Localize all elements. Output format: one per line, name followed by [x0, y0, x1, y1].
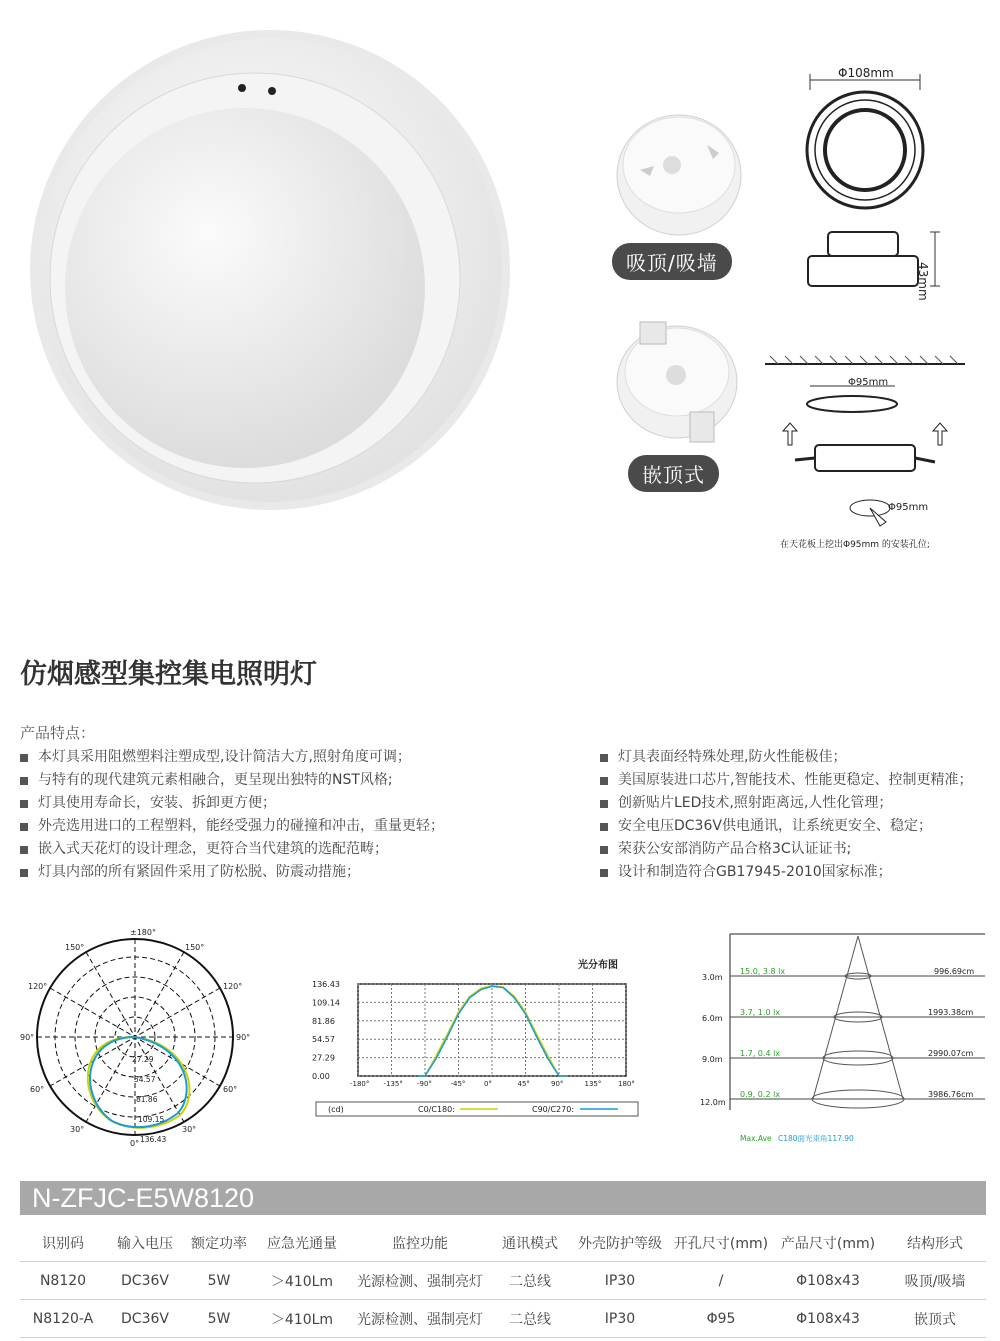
- cone-distance: 9.0m: [702, 1055, 723, 1064]
- cone-distance: 12.0m: [700, 1098, 726, 1107]
- features-right: [600, 746, 972, 884]
- features-heading: 产品特点：: [20, 724, 96, 742]
- table-header-cell: 开孔尺寸(mm): [670, 1224, 772, 1262]
- cone-diameter: 3986.76cm: [928, 1090, 974, 1099]
- polar-angle-label: 150°: [65, 943, 85, 952]
- product-title: 仿烟感型集控集电照明灯: [20, 659, 317, 690]
- cone-distance: 3.0m: [702, 973, 723, 982]
- recessed-base-photo: [610, 320, 745, 445]
- spec-table: [20, 1224, 986, 1338]
- dim-hole: Φ95mm: [888, 502, 929, 513]
- table-cell: DC36V: [106, 1262, 184, 1300]
- y-tick-label: 54.57: [312, 1035, 335, 1045]
- table-cell: Φ108x43: [772, 1262, 884, 1300]
- legend-c90: C90/C270:: [532, 1105, 575, 1114]
- x-tick-label: 90°: [551, 1080, 564, 1088]
- table-cell: 嵌顶式: [884, 1300, 986, 1338]
- polar-angle-label: 60°: [30, 1085, 45, 1094]
- table-cell: 二总线: [490, 1262, 570, 1300]
- table-cell: Φ108x43: [772, 1300, 884, 1338]
- recessed-mount-label: 嵌顶式: [628, 455, 719, 492]
- table-cell: IP30: [570, 1262, 670, 1300]
- table-header-cell: 结构形式: [884, 1224, 986, 1262]
- install-note: 在天花板上挖出Φ95mm 的安装孔位;: [780, 540, 930, 550]
- cone-diameter: 2990.07cm: [928, 1049, 974, 1058]
- polar-radial-label: 54.57: [134, 1075, 156, 1084]
- cone-footer-value: C180面光束角117.90: [778, 1134, 854, 1143]
- table-header-cell: 输入电压: [106, 1224, 184, 1262]
- feature-item: 与特有的现代建筑元素相融合，更呈现出独特的NST风格;: [20, 769, 444, 792]
- feature-item: 荣获公安部消防产品合格3C认证证书;: [600, 838, 972, 861]
- y-tick-label: 81.86: [312, 1016, 335, 1026]
- polar-angle-label: 90°: [236, 1033, 251, 1042]
- feature-item: 安全电压DC36V供电通讯，让系统更安全、稳定；: [600, 815, 972, 838]
- table-header-cell: 通讯模式: [490, 1224, 570, 1262]
- x-tick-label: 45°: [517, 1080, 530, 1088]
- table-header-cell: 识别码: [20, 1224, 106, 1262]
- legend-c0: C0/C180:: [418, 1105, 455, 1114]
- cone-lux: 15.0, 3.8 lx: [740, 967, 786, 976]
- x-tick-label: 0°: [484, 1080, 492, 1088]
- product-photo: [20, 20, 520, 520]
- cone-diameter: 1993.38cm: [928, 1008, 974, 1017]
- table-cell: IP30: [570, 1300, 670, 1338]
- table-cell: Φ95: [670, 1300, 772, 1338]
- cone-lux: 3.7, 1.0 lx: [740, 1008, 781, 1017]
- series-line: [418, 986, 567, 1076]
- polar-angle-label: 120°: [28, 982, 48, 991]
- feature-item: 外壳选用进口的工程塑料，能经受强力的碰撞和冲击，重量更轻；: [20, 815, 444, 838]
- y-tick-label: 136.43: [312, 980, 340, 989]
- table-header-cell: 产品尺寸(mm): [772, 1224, 884, 1262]
- dimension-drawing: [760, 60, 990, 560]
- polar-radial-label: 27.29: [132, 1055, 154, 1064]
- table-header-cell: 监控功能: [350, 1224, 490, 1262]
- table-cell: N8120: [20, 1262, 106, 1300]
- cone-lux: 0.9, 0.2 lx: [740, 1090, 781, 1099]
- polar-angle-label: 150°: [185, 943, 205, 952]
- polar-angle-label: 120°: [223, 982, 243, 991]
- light-distribution-chart: [300, 950, 645, 1120]
- feature-item: 灯具使用寿命长，安装、拆卸更方便；: [20, 792, 444, 815]
- table-header-cell: 额定功率: [184, 1224, 254, 1262]
- table-cell: DC36V: [106, 1300, 184, 1338]
- x-tick-label: -180°: [350, 1080, 370, 1088]
- x-tick-label: 135°: [584, 1080, 602, 1088]
- x-tick-label: 180°: [618, 1080, 635, 1088]
- features-left: [20, 746, 444, 884]
- polar-diagram: [20, 925, 265, 1150]
- model-bar: [20, 1181, 986, 1215]
- table-row: [20, 1262, 986, 1300]
- surface-base-photo: [612, 110, 747, 240]
- dim-height: 43mm: [916, 262, 930, 301]
- table-header-cell: 应急光通量: [254, 1224, 350, 1262]
- polar-angle-label: 30°: [70, 1125, 85, 1134]
- x-tick-label: -90°: [417, 1080, 432, 1088]
- series-line: [418, 986, 567, 1076]
- y-tick-label: 27.29: [312, 1053, 335, 1063]
- cone-diameter: 996.69cm: [934, 967, 975, 976]
- x-tick-label: -135°: [383, 1080, 403, 1088]
- feature-item: 灯具表面经特殊处理,防火性能极佳；: [600, 746, 972, 769]
- polar-radial-label: 136.43: [140, 1135, 167, 1144]
- feature-item: 设计和制造符合GB17945-2010国家标准；: [600, 861, 972, 884]
- table-cell: ＞410Lm: [254, 1300, 350, 1338]
- polar-top-label: ±180°: [130, 928, 156, 937]
- dim-cut: Φ95mm: [848, 377, 889, 388]
- polar-angle-label: 0°: [130, 1139, 140, 1148]
- polar-radial-label: 109.15: [138, 1115, 165, 1124]
- polar-radial-label: 81.86: [136, 1095, 158, 1104]
- cone-lux: 1.7, 0.4 lx: [740, 1049, 781, 1058]
- dim-diameter: Φ108mm: [838, 66, 894, 80]
- surface-mount-label: 吸顶/吸墙: [612, 243, 732, 280]
- chart-title: 光分布图: [578, 960, 618, 971]
- feature-item: 灯具内部的所有紧固件采用了防松脱、防震动措施；: [20, 861, 444, 884]
- polar-angle-label: 90°: [20, 1033, 35, 1042]
- feature-item: 本灯具采用阻燃塑料注塑成型,设计简洁大方,照射角度可调；: [20, 746, 444, 769]
- x-tick-label: -45°: [450, 1080, 466, 1088]
- feature-item: 创新贴片LED技术,照射距离远,人性化管理；: [600, 792, 972, 815]
- polar-angle-label: 60°: [223, 1085, 238, 1094]
- y-tick-label: 0.00: [312, 1072, 330, 1081]
- table-cell: 吸顶/吸墙: [884, 1262, 986, 1300]
- table-cell: 光源检测、强制亮灯: [350, 1262, 490, 1300]
- feature-item: 美国原装进口芯片,智能技术、性能更稳定、控制更精准；: [600, 769, 972, 792]
- cone-diagram: [700, 930, 990, 1145]
- table-header-row: [20, 1224, 986, 1262]
- table-cell: 5W: [184, 1262, 254, 1300]
- table-cell: 5W: [184, 1300, 254, 1338]
- table-cell: N8120-A: [20, 1300, 106, 1338]
- cone-distance: 6.0m: [702, 1014, 723, 1023]
- cone-footer-label: Max.Ave: [740, 1134, 772, 1143]
- table-cell: /: [670, 1262, 772, 1300]
- ylabel-unit: (cd): [328, 1105, 344, 1114]
- feature-item: 嵌入式天花灯的设计理念，更符合当代建筑的选配范畴；: [20, 838, 444, 861]
- polar-angle-label: 30°: [182, 1125, 197, 1134]
- table-cell: 二总线: [490, 1300, 570, 1338]
- model-number: N-ZFJC-E5W8120: [32, 1183, 255, 1213]
- table-header-cell: 外壳防护等级: [570, 1224, 670, 1262]
- table-row: [20, 1300, 986, 1338]
- table-cell: 光源检测、强制亮灯: [350, 1300, 490, 1338]
- y-tick-label: 109.14: [312, 998, 340, 1008]
- table-cell: ＞410Lm: [254, 1262, 350, 1300]
